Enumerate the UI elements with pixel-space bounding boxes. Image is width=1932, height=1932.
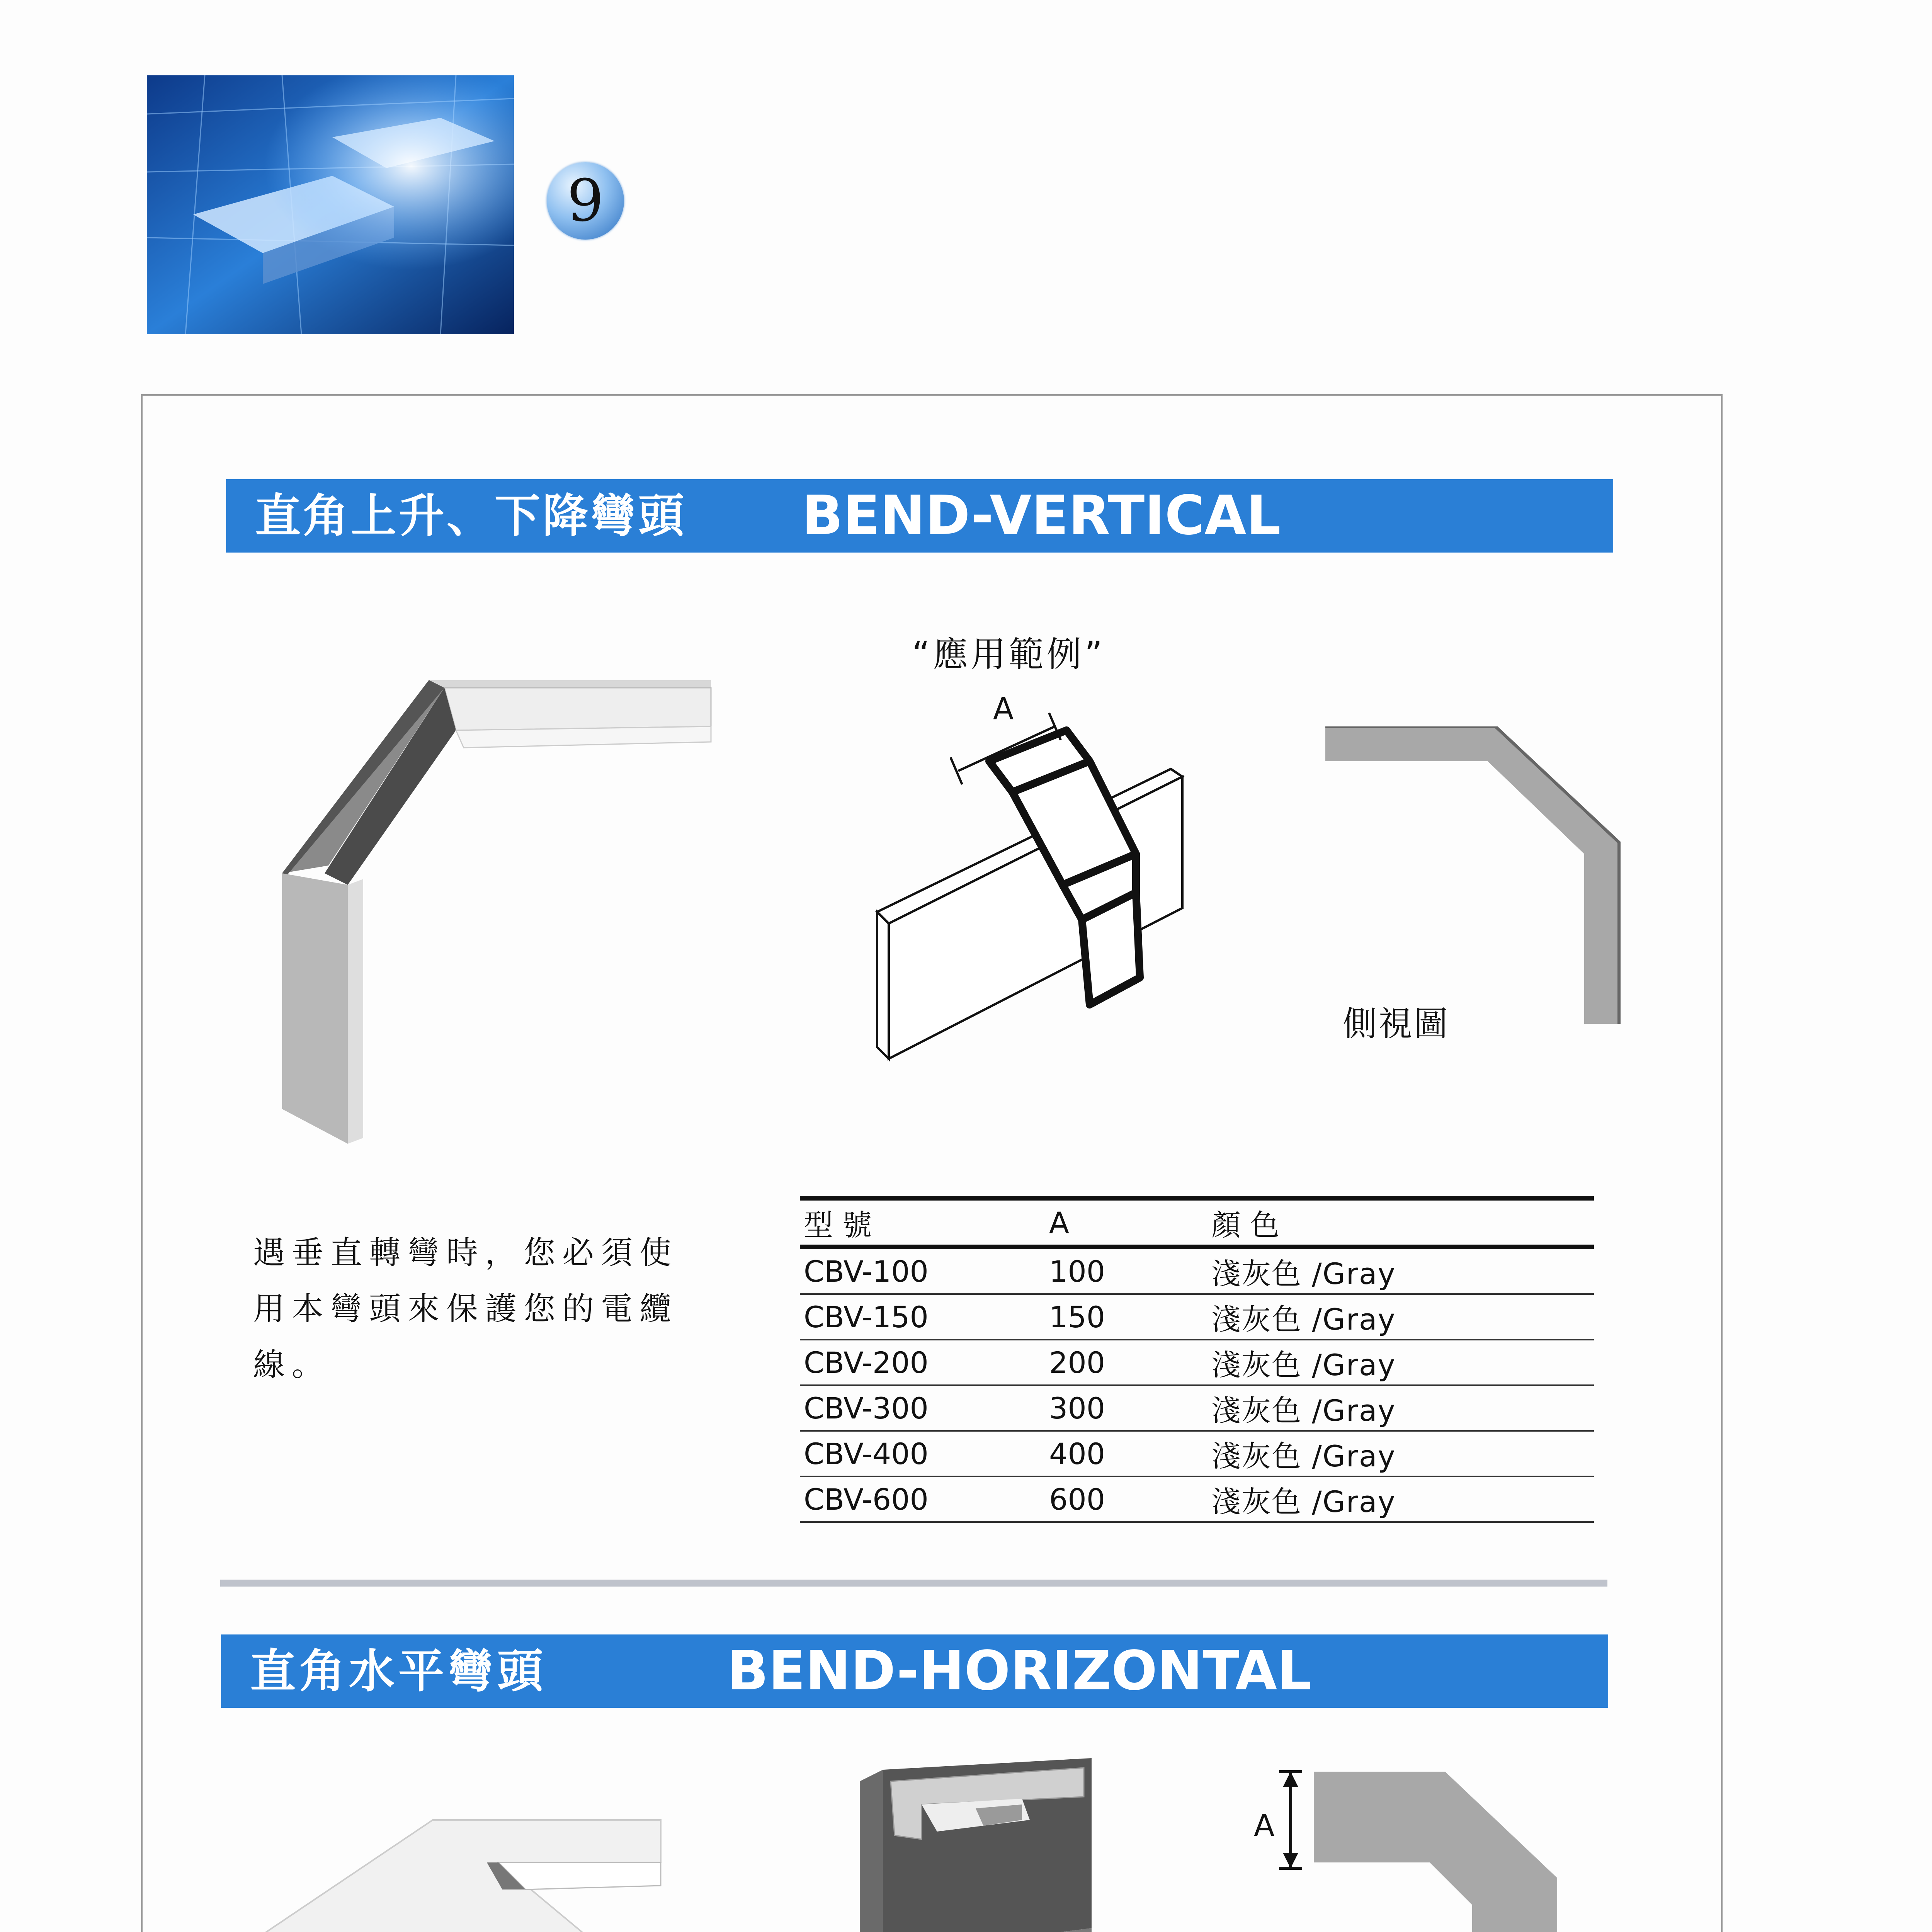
- model-cell: CBV-400: [800, 1431, 1049, 1476]
- side-view-diagram: [1325, 726, 1627, 1028]
- section-banner-vertical: [226, 479, 1613, 553]
- dimension-label-a: A: [993, 692, 1014, 726]
- section-description: 遇垂直轉彎時，您必須使用本彎頭來保護您的電纜線。: [253, 1235, 679, 1383]
- application-example-diagram: [873, 692, 1221, 1066]
- application-example-diagram: [860, 1758, 1099, 1932]
- a-cell: 400: [1049, 1431, 1211, 1476]
- section-title-en: BEND-HORIZONTAL: [727, 1639, 1312, 1702]
- section-title-en: BEND-VERTICAL: [802, 484, 1281, 547]
- model-cell: CBV-200: [800, 1340, 1049, 1385]
- product-image-bend-horizontal: [232, 1816, 676, 1932]
- table-row: [800, 1294, 1594, 1340]
- dimension-label-a-vertical: A: [1254, 1808, 1275, 1843]
- section-title-zh: 直角水平彎頭: [250, 1645, 547, 1698]
- application-example-caption: “應用範例”: [912, 634, 1106, 675]
- section-divider: [220, 1580, 1607, 1587]
- color-cell: 淺灰色 /Gray: [1211, 1385, 1594, 1431]
- model-cell: CBV-150: [800, 1294, 1049, 1340]
- table-row: [800, 1385, 1594, 1431]
- a-cell: 200: [1049, 1340, 1211, 1385]
- page-number-badge: 9: [547, 162, 624, 240]
- a-cell: 600: [1049, 1476, 1211, 1522]
- column-header-a: A: [1049, 1198, 1211, 1247]
- table-row: [800, 1247, 1594, 1294]
- model-cell: CBV-100: [800, 1247, 1049, 1294]
- section-title-zh: 直角上升、下降彎頭: [255, 489, 687, 543]
- color-cell: 淺灰色 /Gray: [1211, 1476, 1594, 1522]
- spec-table-vertical: [800, 1196, 1594, 1523]
- column-header-color: 顏 色: [1211, 1198, 1594, 1247]
- table-row: [800, 1476, 1594, 1522]
- top-view-diagram: [1256, 1766, 1565, 1932]
- color-cell: 淺灰色 /Gray: [1211, 1294, 1594, 1340]
- table-row: [800, 1340, 1594, 1385]
- column-header-model: 型 號: [800, 1198, 1049, 1247]
- color-cell: 淺灰色 /Gray: [1211, 1340, 1594, 1385]
- a-cell: 150: [1049, 1294, 1211, 1340]
- model-cell: CBV-300: [800, 1385, 1049, 1431]
- table-header-row: [800, 1198, 1594, 1247]
- header-image: [147, 75, 514, 334]
- color-cell: 淺灰色 /Gray: [1211, 1431, 1594, 1476]
- table-row: [800, 1431, 1594, 1476]
- section-banner-horizontal: [221, 1634, 1608, 1708]
- a-cell: 100: [1049, 1247, 1211, 1294]
- a-cell: 300: [1049, 1385, 1211, 1431]
- product-image-bend-vertical: [274, 665, 730, 1151]
- model-cell: CBV-600: [800, 1476, 1049, 1522]
- side-view-label: 側視圖: [1343, 1004, 1450, 1044]
- color-cell: 淺灰色 /Gray: [1211, 1247, 1594, 1294]
